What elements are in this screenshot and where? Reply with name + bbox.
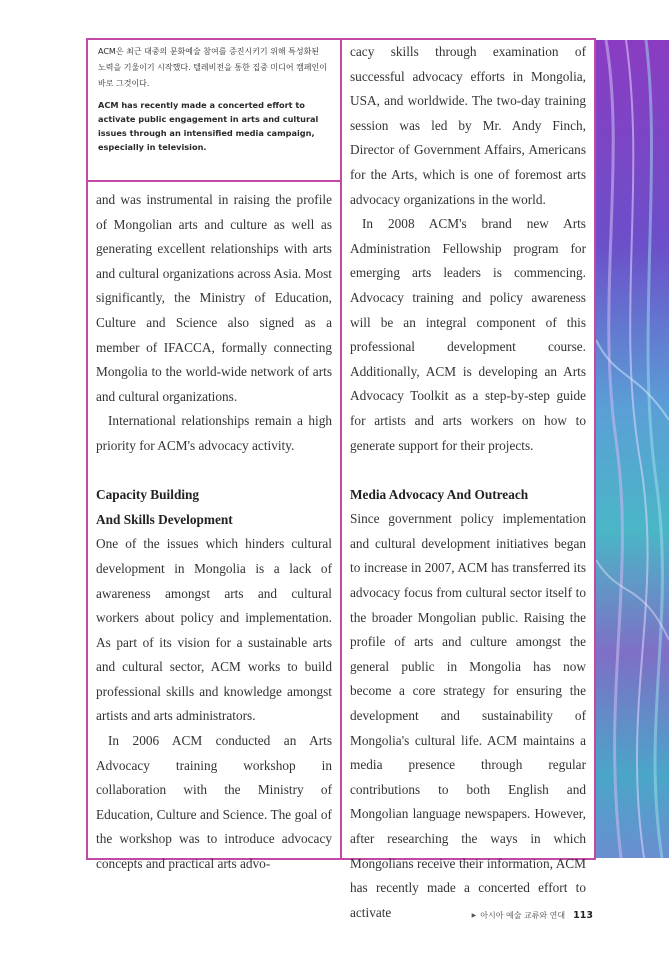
frame-middle-line bbox=[340, 38, 342, 859]
spacer bbox=[96, 459, 332, 484]
heading-skills-development: And Skills Development bbox=[96, 511, 233, 527]
paragraph-instrumental: and was instrumental in raising the profile of Mongolian arts and culture as well as generating excellent relationships with arts and cultural organizations across Asia. Most significantly, the Ministry of Education, Culture and Science also signed as a member of IFACCA, formally connecting Mongolia to the world-wide network of arts and cultural organizations. bbox=[96, 192, 332, 404]
pull-quote-box bbox=[86, 38, 340, 180]
pull-quote-korean: ACM은 최근 대중의 문화예술 참여를 증진시키기 위해 특성화된 노력을 기울이기 시작했다. 텔레비전을 통한 집중 미디어 캠페인이 바로 그것이다. bbox=[98, 47, 327, 88]
right-text-column bbox=[350, 40, 586, 925]
pull-quote-english: ACM has recently made a concerted effort to activate public engagement in arts and cultural issues through an intensified media campaign, especially in television. bbox=[98, 100, 319, 152]
left-text-column bbox=[96, 188, 332, 877]
heading-media-advocacy: Media Advocacy And Outreach bbox=[350, 486, 529, 502]
heading-capacity-building: Capacity Building bbox=[96, 487, 200, 503]
paragraph-hinders: One of the issues which hinders cultural development in Mongolia is a lack of awareness amongst arts and cultural workers about policy and implementation. As part of its vision for a sustainable arts and cultural sector, ACM works to build professional skills and knowledge amongst artists and arts administrators. bbox=[96, 536, 332, 724]
page-footer bbox=[472, 910, 593, 921]
paragraph-2008-fellowship: In 2008 ACM's brand new Arts Administration Fellowship program for emerging arts leaders is commencing. Advocacy training and policy awareness will be an integral component of this professional development course. Additionally, ACM is developing an Arts Advocacy Toolkit as a step-by-step guide for artists and arts workers on how to generate support for their projects. bbox=[350, 216, 586, 453]
footer-section-title: 아시아 예술 교류와 연대 bbox=[480, 911, 566, 920]
triangle-right-icon: ▶ bbox=[471, 912, 477, 919]
paragraph-international: International relationships remain a high priority for ACM's advocacy activity. bbox=[96, 413, 332, 453]
spacer bbox=[350, 458, 586, 483]
paragraph-advocacy-skills: cacy skills through examination of successful advocacy efforts in Mongolia, USA, and worldwide. The two-day training session was led by Mr. Andy Finch, Director of Government Affairs, Americans for the Arts, which is one of foremost arts advocacy organizations in the world. bbox=[350, 44, 586, 207]
paragraph-2006-workshop: In 2006 ACM conducted an Arts Advocacy training workshop in collaboration with the Ministry of Education, Culture and Science. The goal of the workshop was to introduce advocacy concepts and practical arts advo- bbox=[96, 733, 332, 872]
callout-bottom-line bbox=[86, 180, 341, 182]
decorative-art-strip bbox=[596, 40, 669, 858]
paragraph-media: Since government policy implementation and cultural development initiatives began to increase in 2007, ACM has transferred its advocacy focus from cultural sector itself to the broader Mongolian public. Raising the profile of arts and culture amongst the general public in Mongolia has now become a core strategy for ensuring the development and sustainability of Mongolia's cultural life. ACM maintains a media presence through regular contributions to both English and Mongolian language newspapers. However, after researching the ways in which Mongolians receive their information, ACM has recently made a concerted effort to activate bbox=[350, 511, 586, 920]
page-number: 113 bbox=[573, 910, 593, 921]
